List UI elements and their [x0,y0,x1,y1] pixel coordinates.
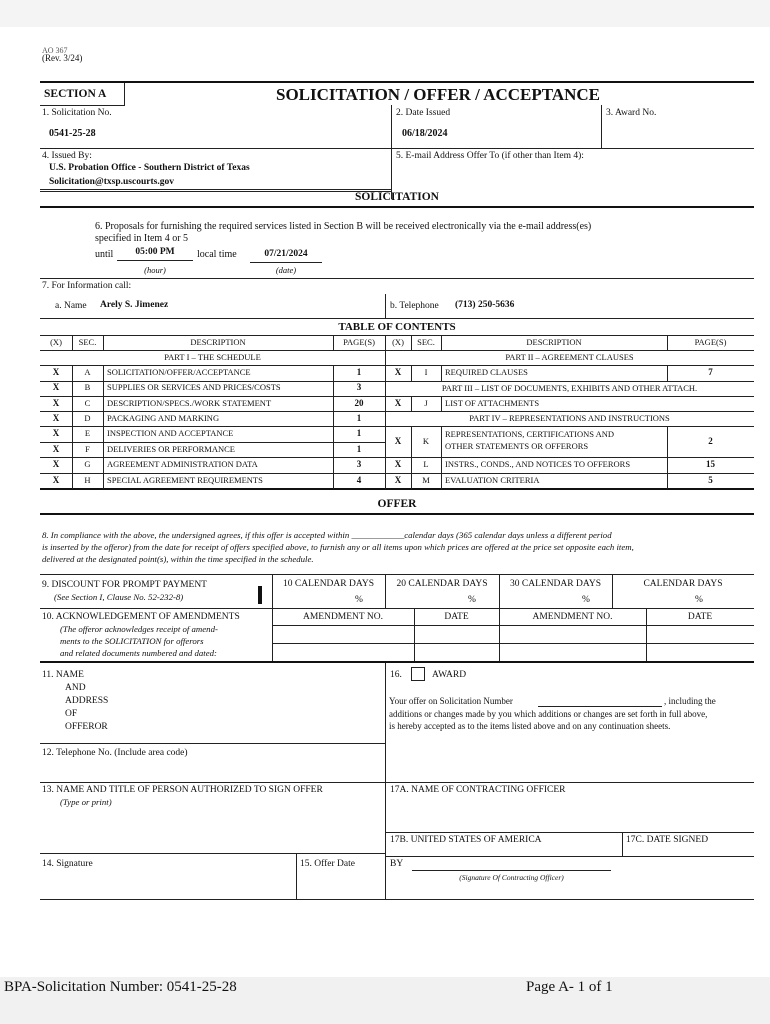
item8-text-line2: is inserted by the offeror) from the date for receipt of offers specified above, to furnish any or all items upon which prices are offered at the price set opposite each item, [42,542,634,552]
item8-text-line3: delivered at the designated point(s), within the time specified in the schedule. [42,554,314,564]
award-checkbox[interactable] [411,667,425,681]
toc-col-desc: DESCRIPTION [190,337,246,347]
by-label: BY [390,859,404,869]
amendment-date-col-1: DATE [444,612,469,622]
amendment-date-col-2: DATE [687,612,713,622]
ack-sub2: ments to the SOLICITATION for offerors [60,636,204,646]
discount-10-days: 10 CALENDAR DAYS [283,579,374,589]
award-text-2: additions or changes made by you which additions or changes are set forth in full above, [389,709,708,719]
toc-col-pages-right: PAGE(S) [694,337,727,347]
signer-label: 13. NAME AND TITLE OF PERSON AUTHORIZED TO SIGN OFFER [42,785,323,795]
toc-part4: PART IV – REPRESENTATIONS AND INSTRUCTIONS [469,413,670,423]
form-id: AO 367 [42,46,68,55]
toc-part2: PART II – AGREEMENT CLAUSES [505,352,634,362]
discount-20-days: 20 CALENDAR DAYS [396,579,488,589]
item8-text-line1: 8. In compliance with the above, the undersigned agrees, if this offer is accepted within ____________calendar days (365 calendar days unless a different period [42,530,612,540]
toc-col-x-right: (X) [392,337,404,347]
form-revision: (Rev. 3/24) [42,53,83,63]
toc-table: (X) SEC. DESCRIPTION PAGE(S) (X) SEC. DESCRIPTION PAGE(S) PART I – THE SCHEDULE PART II – AGREEMENT CLAUSES PART III – LIST OF DOCUMENTS, EXHIBITS AND OTHER ATTACH. PART IV – REPRESENTATIONS AND INSTRUCTIONS X A SOLICITATION/OFFER/ACCEPTANCE 1 X B SUPPLIES OR SERVICES AND PRICES/COSTS 3 X C DESCRIPTION/SPECS./WORK STATEMENT 20 X D PACKAGING AND MARKING 1 X E INSPECTION AND ACCEPTANCE 1 X F DELIVERIES OR PERFORMANCE 1 X G AGREEMENT ADMINISTRATION DATA 3 X H SPECIAL AGREEMENT REQUIREMENTS 4 X I REQUIRED CLAUSES 7 X J LIST OF ATTACHMENTS X K REPRESENTATIONS, CERTIFICATIONS AND OTHER STATEMENTS OR OFFERORS 2 X L INSTRS., CONDS., AND NOTICES TO OFFERORS 15 X M EVALUATION CRITERIA 5 [40,335,755,492]
offer-date-label: 15. Offer Date [300,859,355,869]
discount-30-days: 30 CALENDAR DAYS [510,579,601,589]
contact-phone-label: b. Telephone [390,301,439,311]
local-time-label: local time [197,249,237,260]
deadline-time: 05:00 PM [135,247,175,257]
solicitation-no-value: 0541-25-28 [49,128,96,139]
toc-col-sec: SEC. [78,337,97,347]
amendment-no-col-1: AMENDMENT NO. [302,612,384,622]
item6-text-line1: 6. Proposals for furnishing the required services listed in Section B will be received electronically via the e-mail address(es) [95,221,592,232]
discount-sub: (See Section I, Clause No. 52-232-8) [54,592,184,602]
offeror-address-label: ADDRESS [65,696,109,706]
award-text-3: is hereby accepted as to the items listed above and on any continuation sheets. [389,721,671,731]
section-label: SECTION A [44,88,107,100]
discount-other-days: CALENDAR DAYS [643,579,723,589]
signer-sub: (Type or print) [60,797,112,807]
solicitation-no-label: 1. Solicitation No. [42,108,112,118]
toc-part1: PART I – THE SCHEDULE [164,352,261,362]
contact-phone: (713) 250-5636 [455,300,515,310]
contact-name: Arely S. Jimenez [100,300,169,310]
usa-label: 17B. UNITED STATES OF AMERICA [390,835,542,845]
toc-col-desc-right: DESCRIPTION [526,337,582,347]
toc-col-sec-right: SEC. [417,337,435,347]
ack-sub1: (The offeror acknowledges receipt of amend- [60,624,218,634]
signature-label: 14. Signature [42,859,93,869]
award-text-1: Your offer on Solicitation Number [389,696,513,706]
discount-other-percent[interactable]: % [695,595,703,605]
form-page [0,27,770,977]
award-label: AWARD [432,670,467,680]
email-offer-to-label: 5. E-mail Address Offer To (if other than Item 4): [396,151,584,161]
contracting-officer-label: 17A. NAME OF CONTRACTING OFFICER [390,785,566,795]
toc-col-x: (X) [50,337,62,347]
offer-heading: OFFER [377,498,417,510]
deadline-date: 07/21/2024 [264,249,308,259]
offeror-phone-label: 12. Telephone No. (Include area code) [42,748,188,758]
amendment-no-col-2: AMENDMENT NO. [532,612,613,622]
date-issued-value: 06/18/2024 [402,128,448,139]
issued-by-email: Solicitation@txsp.uscourts.gov [49,177,174,187]
offeror-label: OFFEROR [65,722,108,732]
footer-page-number: Page A- 1 of 1 [526,979,613,995]
offeror-of-label: OF [65,709,78,719]
award-text-1-end: , including the [664,696,716,706]
footer-solicitation-number: BPA-Solicitation Number: 0541-25-28 [4,979,237,995]
offeror-name-label: 11. NAME [42,670,84,680]
award-number: 16. [390,670,402,680]
date-issued-label: 2. Date Issued [396,108,451,118]
date-signed-label: 17C. DATE SIGNED [626,835,709,845]
offeror-and-label: AND [65,683,86,693]
item6-text-line2: specified in Item 4 or 5 [95,233,189,244]
discount-label: 9. DISCOUNT FOR PROMPT PAYMENT [42,580,207,590]
contact-name-label: a. Name [55,301,87,311]
signature-caption: (Signature Of Contracting Officer) [459,873,564,882]
ack-label: 10. ACKNOWLEDGEMENT OF AMENDMENTS [42,612,240,622]
issued-by-label: 4. Issued By: [42,151,92,161]
issued-by-office: U.S. Probation Office - Southern District of Texas [49,163,250,173]
form-title: SOLICITATION / OFFER / ACCEPTANCE [276,85,600,104]
discount-10-percent[interactable]: % [355,595,363,605]
award-no-label: 3. Award No. [606,108,657,118]
until-label: until [95,249,114,260]
page-footer [0,977,770,1024]
toc-part3: PART III – LIST OF DOCUMENTS, EXHIBITS AND OTHER ATTACH. [441,383,698,393]
hour-caption: (hour) [144,265,166,275]
toc-heading: TABLE OF CONTENTS [338,321,456,333]
discount-marker [258,586,262,604]
toc-col-pages: PAGE(S) [343,337,375,347]
discount-20-percent[interactable]: % [468,595,476,605]
solicitation-heading: SOLICITATION [355,191,439,203]
info-call-label: 7. For Information call: [42,281,132,291]
discount-30-percent[interactable]: % [582,595,590,605]
date-caption: (date) [275,265,297,275]
ack-sub3: and related documents numbered and dated: [60,648,217,658]
